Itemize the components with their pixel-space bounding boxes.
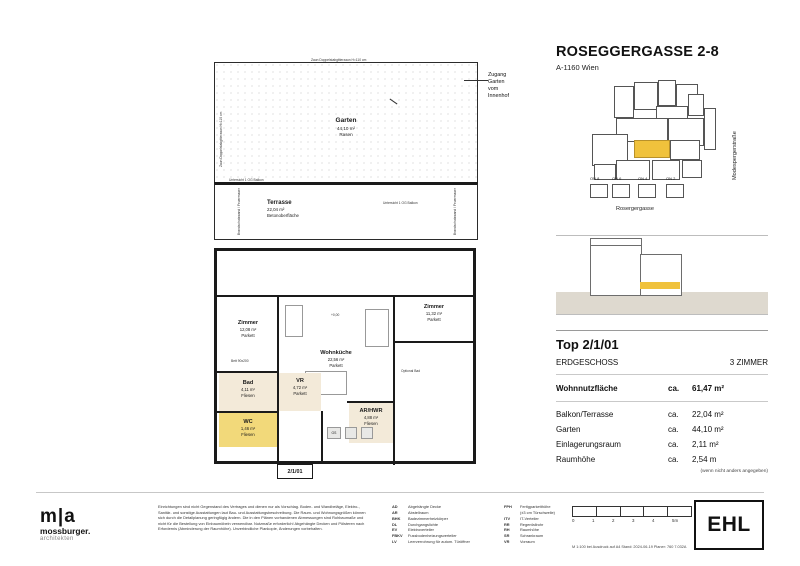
- project-header: [556, 44, 768, 72]
- site-block-15: [704, 108, 716, 150]
- room-bad: Bad 4,11 m² Fliesen: [219, 373, 277, 411]
- room-zimmer-left: Zimmer 12,08 m² Parkett Bett 90x200: [231, 320, 259, 363]
- service-box-gs: GS: [327, 427, 341, 439]
- site-block-10: [670, 140, 700, 160]
- logo-name: mossburger.: [40, 526, 91, 536]
- abbr-row: DL Durchgangslichte: [392, 521, 439, 527]
- site-block-on4: [638, 184, 656, 198]
- room-vorraum: VR 4,72 m² Parkett: [279, 373, 321, 411]
- wall-note-right: Brandschutzwand / Feuermauer: [453, 188, 457, 235]
- bed-reference-note: Bett 90x200: [231, 359, 249, 363]
- street-label-modespergerstrasse: Modespergerstraße: [732, 131, 738, 180]
- fact-row: Garten ca. 44,10 m²: [556, 425, 724, 434]
- abbr-row: EV Elektroverteiler: [392, 527, 434, 533]
- site-label-on6: ON 6: [612, 176, 622, 181]
- abbreviations-col2: [504, 504, 570, 545]
- garden-area: [214, 58, 478, 186]
- fact-row: Balkon/Terrasse ca. 22,04 m²: [556, 410, 724, 419]
- unit-floor-row: [556, 358, 768, 367]
- garden-gate-icon: [390, 99, 398, 105]
- site-block-6: [688, 94, 704, 116]
- section-block-left: [590, 244, 642, 296]
- unit-rooms: 3 ZIMMER: [729, 358, 768, 367]
- site-block-2: [634, 82, 658, 110]
- architect-logo: [40, 506, 90, 542]
- site-label-on4: ON 4: [638, 176, 648, 181]
- unit-floor: ERDGESCHOSS: [556, 358, 619, 367]
- abbreviations-col1: [392, 504, 500, 545]
- unit-top-label: Top 2/1/01: [556, 337, 619, 352]
- fact-row: Raumhöhe ca. 2,54 m: [556, 455, 717, 464]
- door-option-note: Optional Bad: [401, 369, 421, 373]
- balcony-soffit-left: Untersicht 1 OG Balkon: [229, 178, 264, 182]
- section-roof: [590, 238, 642, 246]
- scale-seg: [668, 507, 691, 516]
- garden-access-callout: Zugang Garten vom Innenhof: [488, 72, 509, 100]
- scale-seg: [597, 507, 621, 516]
- logo-subtitle: architekten: [40, 536, 74, 542]
- wall-v-4: [321, 411, 323, 463]
- abbr-row: AR Abstellraum: [392, 509, 429, 515]
- site-block-on6: [612, 184, 630, 198]
- site-block-on8: [590, 184, 608, 198]
- site-label-on8: ON 8: [590, 176, 600, 181]
- page-subtitle: A-1160 Wien: [556, 63, 599, 72]
- abbr-row: BHK Badezimmerheizkörper: [392, 515, 449, 521]
- agency-logo: EHL: [694, 500, 764, 550]
- legal-text: Einrichtungen sind nicht Gegenstand des Vertrages und dienen nur als Vorschlag. Boden- und Wandbeläge, Elektro-, Sanitär- und sonstige Ausstattungen laut Bau- und Ausstattungsbeschreibung. Die Raum- und Wohnungsgrößen können sich durch die Detailplanung geringfügig ändern. Die in den Plänen vorhandenen Abmessungen sind Rohbaumaße und nicht für die Bestellung von Einbaumöbeln verwendbar. Nutzmaße erforderlich! Abgehängte Decken und Pölsteren nach Erfordernis (Abminderung der Raumhöhe). Unverbindliche Plankopie, Änderungen vorbehalten.: [158, 504, 366, 532]
- scale-bar-ticks: [572, 506, 692, 517]
- footer-divider: [36, 492, 764, 493]
- furniture-shelf: [365, 309, 389, 347]
- fact-row: Einlagerungsraum ca. 2,11 m²: [556, 440, 719, 449]
- room-wc: WC 1,46 m² Fliesen: [219, 413, 277, 447]
- unit-facts: [556, 384, 768, 474]
- garden-label: Garten 44,10 m² Rasen: [335, 117, 357, 137]
- site-map: [556, 78, 768, 228]
- service-box-2: [361, 427, 373, 439]
- abbr-row: RR Regenfallrohr: [504, 521, 544, 527]
- divider-mid: [556, 374, 768, 375]
- site-block-1: [614, 86, 634, 118]
- room-zimmer-right: Zimmer 11,32 m² Parkett: [423, 304, 445, 323]
- room-ar-hwr: AR/HWR 4,88 m² Fliesen: [349, 403, 393, 443]
- site-label-on2: ON 2: [666, 176, 676, 181]
- site-block-on2: [666, 184, 684, 198]
- wall-h-mid-right: [393, 341, 473, 343]
- fact-row: Wohnnutzfläche ca. 61,47 m²: [556, 384, 725, 393]
- abbr-row: LV Leerverrohrung für autom. Türöffner: [392, 539, 470, 545]
- page-title: ROSEGGERGASSE 2-8: [556, 44, 719, 60]
- unit-plate: 2/1/01: [277, 464, 313, 479]
- abbr-row: VR Vorraum: [504, 539, 535, 545]
- street-label-roseggergasse: Rosergergasse: [616, 206, 654, 212]
- service-box-1: [345, 427, 357, 439]
- site-block-3: [658, 80, 676, 106]
- balcony-soffit-right: Untersicht 1 OG Balkon: [383, 201, 418, 205]
- callout-leader-line: [464, 80, 488, 81]
- fence-note-top: Zaun Doppelstabgitterzaun H=110 cm: [311, 58, 367, 62]
- section-block-mid: [640, 254, 682, 296]
- wall-note-left: Brandschutzwand / Feuermauer: [237, 188, 241, 235]
- section-highlight: [640, 282, 680, 289]
- apartment-outline: [214, 248, 476, 475]
- logo-mark: m|a: [40, 506, 76, 527]
- scale-numbers: 0 1 2 3 4 5m: [572, 518, 679, 523]
- site-block-highlight: [634, 140, 670, 158]
- room-wohnkueche: Wohnküche 22,56 m² Parkett: [279, 297, 393, 409]
- abbr-row: RH Raumhöhe: [504, 527, 540, 533]
- scale-seg: [644, 507, 668, 516]
- abbr-row: ITV IT-Verteiler: [504, 515, 539, 521]
- scale-seg: [621, 507, 645, 516]
- furniture-sofa: [285, 305, 303, 337]
- divider-facts: [556, 401, 768, 402]
- site-block-14: [682, 160, 702, 178]
- abbr-row: SR Schrankraum: [504, 533, 544, 539]
- terrace-area: [214, 178, 478, 240]
- divider-top: [556, 330, 768, 331]
- building-section: [556, 235, 768, 315]
- abbr-row: AD Abgehängte Decke: [392, 504, 442, 509]
- facts-note: (wenn nicht anders angegeben): [700, 469, 768, 474]
- terrace-label: Terrasse 22,04 m² Betonoberfläche: [267, 200, 299, 219]
- fence-note-left: Zaun Doppelstabgitterzaun H=110 cm: [219, 111, 223, 167]
- abbr-row: FPH Fertigparketthöhe: [504, 504, 551, 509]
- sheet-metadata: M 1:100 bei Ausdruck auf A4 Stand: 2024-06-19 Planer: 760 7.032A: [572, 545, 687, 549]
- scale-bar: [572, 506, 692, 523]
- floor-plan: [206, 52, 509, 482]
- scale-seg: [573, 507, 597, 516]
- dimension-note: +0,00: [331, 313, 340, 317]
- unit-details: [556, 330, 768, 474]
- abbr-row: (±3 cm Türschwelle): [520, 509, 555, 515]
- abbr-row: FBKV Fussbodenheizungsverteiler: [392, 533, 457, 539]
